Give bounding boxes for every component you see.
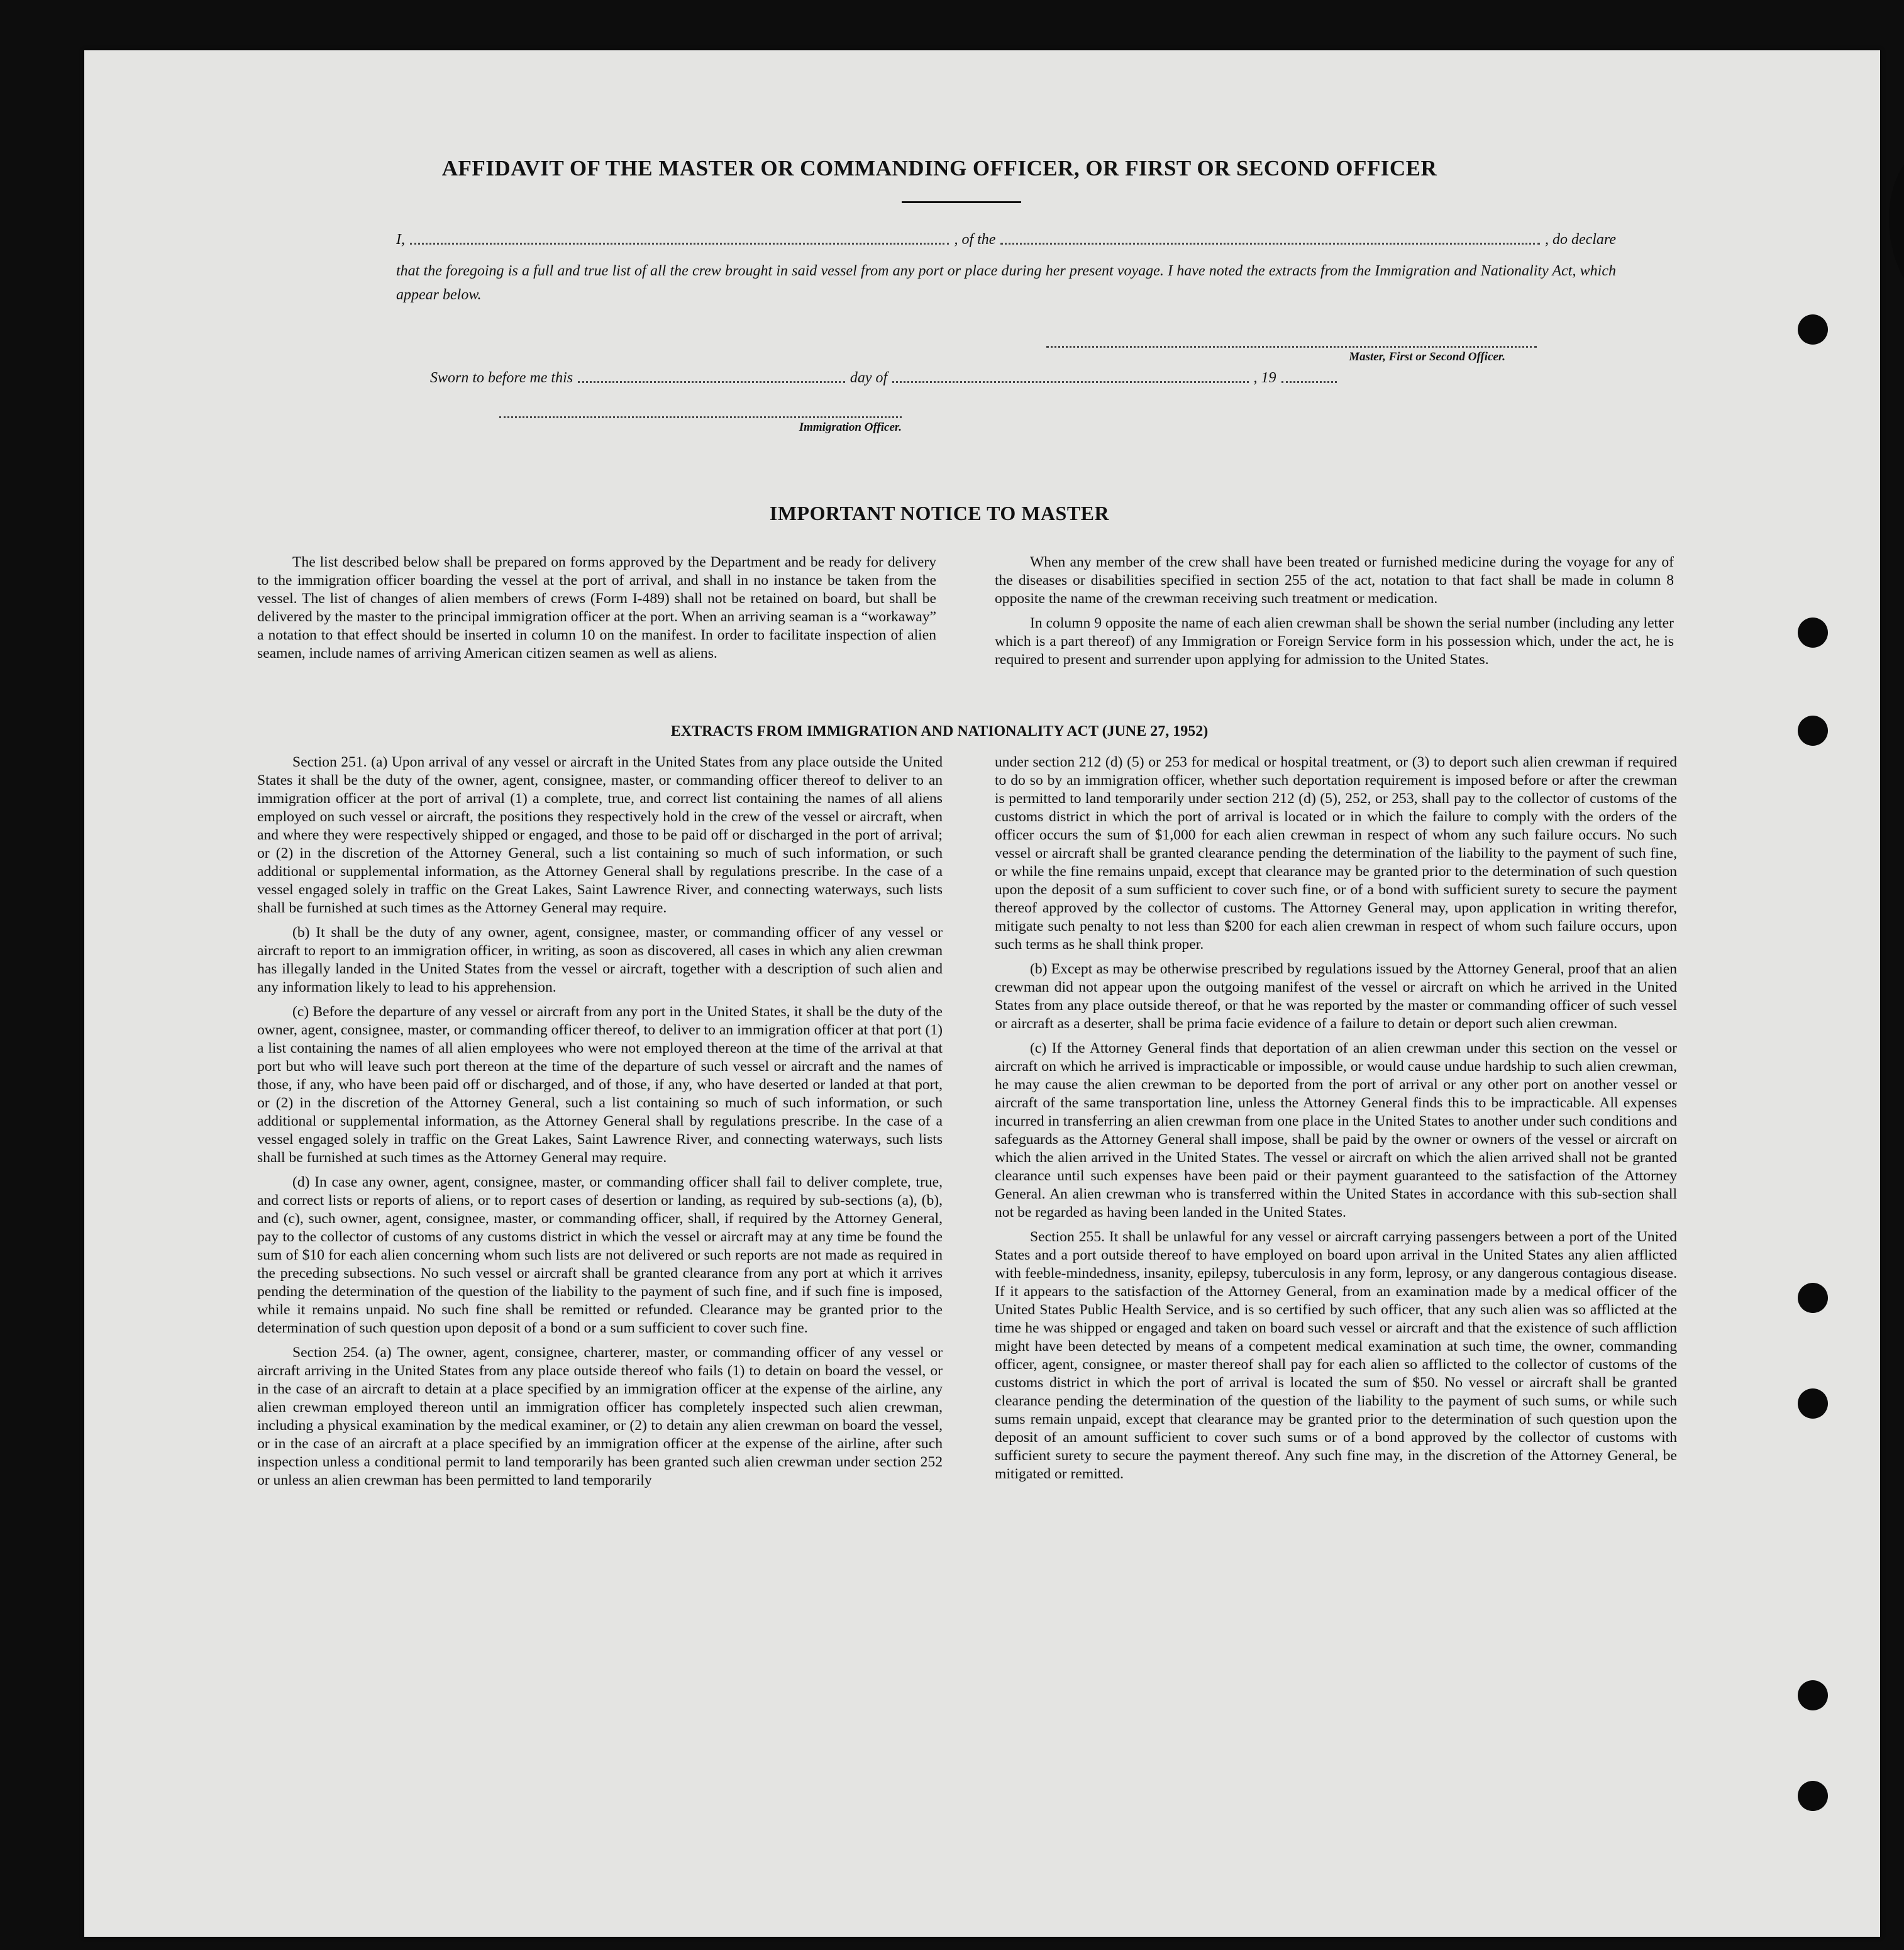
section-254a-continued: under section 212 (d) (5) or 253 for medical or hospital treatment, or (3) to deport such alien crewman if required to do so by an immigration officer, whether such deportation requirement is imposed before or after the crewman is permitted to land temporarily under section 212 (d) (5), 252, or 253, shall pay to the collector of customs of the customs district in which the port of arrival is located or in which the failure to comply with the orders of the officer occurs the sum of $1,000 for each alien crewman in respect of whom any such failure occurs. No such vessel or aircraft shall be granted clearance pending the determination of the liability to the payment of such fine, or while the fine remains unpaid, except that clearance may be granted prior to the determination of such question upon the deposit of a sum sufficient to cover such fine, or of a bond with sufficient surety to secure the payment thereof approved by the collector of customs. The Attorney General may, upon application in writing therefor, mitigate such penalty to not less than $200 for each alien crewman in respect of whom such failure occurs, upon such terms as he shall think proper.	[995, 754, 1677, 953]
binder-hole-icon	[1798, 1781, 1828, 1811]
of-the-label: , of the	[954, 231, 996, 248]
section-254a: Section 254. (a) The owner, agent, consignee, charterer, master, or commanding officer of any vessel or aircraft arriving in the United States from any place outside thereof who fails (1) to detain on board the vessel, or in the case of an aircraft to detain at a place specified by an immigration officer at the expense of the airline, any alien crewman employed thereon until an immigration officer has completely inspected such alien crewman, including a physical examination by the medical examiner, or (2) to detain any alien crewman on board the vessel, or in the case of an aircraft at a place specified by an immigration officer at the expense of the airline, after such inspection unless a conditional permit to land temporarily has been granted such alien crewman under section 252 or unless an alien crewman has been permitted to land temporarily	[257, 1344, 943, 1488]
notice-paragraph: The list described below shall be prepared on forms approved by the Department and be ready for delivery to the immigration officer boarding the vessel at the port of arrival, and shall in no instance be taken from the vessel. The list of changes of alien members of crews (Form I-489) shall not be retained on board, but shall be delivered by the master to the principal immigration officer at the port. When an arriving seaman is a “workaway” a notation to that effect should be inserted in column 10 on the manifest. In order to facilitate inspection of alien seamen, include names of arriving American citizen seamen as well as aliens.	[257, 554, 936, 662]
section-251c: (c) Before the departure of any vessel or aircraft from any port in the United States, it shall be the duty of the owner, agent, consignee, master, or commanding officer thereof, to deliver to an immigration officer at that port (1) a list containing the names of all alien employees who were not employed thereon at the time of the arrival at that port but who will leave such port thereon at the time of the departure of such vessel or aircraft and the names of those, if any, who have been paid off or discharged, and of those, if any, who have deserted or landed at that port, or (2) in the discretion of the Attorney General, such a list containing so much of such information, or such additional or supplemental information, as the Attorney General shall by regulations prescribe. In the case of a vessel engaged solely in traffic on the Great Lakes, Saint Lawrence River, and connecting waterways, such lists shall be furnished at such times as the Attorney General may require.	[257, 1004, 943, 1166]
notice-paragraph: In column 9 opposite the name of each alien crewman shall be shown the serial number (including any letter which is a part thereof) of any Immigration or Foreign Service form in his possession which, under the act, he is required to present and surrender upon applying for admission to the United States.	[995, 615, 1674, 668]
master-signature-block	[1046, 346, 1537, 364]
torn-corner-mark	[1889, 145, 1904, 308]
declaration-statement: that the foregoing is a full and true list of all the crew brought in said vessel from any port or place during her present voyage. I have noted the extracts from the Immigration and Nationality Act, which appear below.	[396, 263, 1616, 303]
sworn-day-field[interactable]	[578, 381, 845, 383]
binder-hole-icon	[1798, 618, 1828, 648]
immigration-officer-block	[499, 416, 902, 435]
year-label: , 19	[1253, 370, 1276, 386]
binder-hole-icon	[1798, 314, 1828, 345]
sworn-year-field[interactable]	[1281, 381, 1337, 383]
binder-hole-icon	[1798, 1680, 1828, 1710]
declarant-label: I,	[396, 231, 405, 248]
immigration-officer-signature-line[interactable]: Immigration Officer.	[499, 416, 902, 435]
do-declare-label: , do declare	[1544, 231, 1617, 248]
notice-paragraph: When any member of the crew shall have been treated or furnished medicine during the voyage for any of the diseases or disabilities specified in section 255 of the act, notation to that fact shall be made in column 8 opposite the name of the crewman receiving such treatment or medication.	[995, 554, 1674, 607]
notice-left-column	[257, 553, 936, 669]
document-page	[84, 50, 1880, 1937]
section-254b: (b) Except as may be otherwise prescribed by regulations issued by the Attorney General, proof that an alien crewman did not appear upon the outgoing manifest of the vessel or aircraft on which he arrived in the United States from any place outside thereof, or that he was reported by the master or commanding officer of such vessel or aircraft as a deserter, shall be prima facie evidence of a failure to detain or deport such alien crewman.	[995, 961, 1677, 1032]
section-251a: Section 251. (a) Upon arrival of any vessel or aircraft in the United States from any place outside the United States it shall be the duty of the owner, agent, consignee, master, or commanding officer thereof to deliver to an immigration officer at the port of arrival (1) a complete, true, and correct list containing the names of all aliens employed on such vessel or aircraft, the positions they respectively hold in the crew of the vessel or aircraft, when and where they were respectively shipped or engaged, and those to be paid off or discharged in the port of arrival; or (2) in the discretion of the Attorney General, such a list containing so much of such information, or such additional or supplemental information, as the Attorney General shall by regulations prescribe. In the case of a vessel engaged solely in traffic on the Great Lakes, Saint Lawrence River, and connecting waterways, such lists shall be furnished at such times as the Attorney General may require.	[257, 754, 943, 916]
vessel-name-field[interactable]	[1000, 243, 1539, 245]
section-251b: (b) It shall be the duty of any owner, agent, consignee, master, or commanding officer of any vessel or aircraft to report to an immigration officer, in writing, as soon as discovered, all cases in which any alien crewman has illegally landed in the United States from the vessel or aircraft, together with a description of such alien and any information likely to lead to his apprehension.	[257, 924, 943, 995]
notice-title: IMPORTANT NOTICE TO MASTER	[769, 502, 1110, 524]
extracts-title: EXTRACTS FROM IMMIGRATION AND NATIONALITY ACT (JUNE 27, 1952)	[670, 723, 1209, 740]
binder-hole-icon	[1798, 1283, 1828, 1313]
extracts-left-column	[257, 753, 943, 1496]
sworn-line	[430, 370, 1342, 387]
section-251d: (d) In case any owner, agent, consignee, master, or commanding officer shall fail to deliver complete, true, and correct lists or reports of aliens, or to report cases of desertion or landing, as required by sub-sections (a), (b), and (c), such owner, agent, consignee, master, or commanding officer, shall, if required by the Attorney General, pay to the collector of customs of any customs district in which the vessel or aircraft may at any time be found the sum of $10 for each alien concerning whom such lists are not delivered or such reports are not made as required in the preceding subsections. No such vessel or aircraft shall be granted clearance from any port at which it arrives pending the determination of the question of the liability to the payment of such fine, and if such fine is imposed, while it remains unpaid. No such fine shall be remitted or refunded. Clearance may be granted prior to the determination of such question upon deposit of a bond or a sum sufficient to cover such fine.	[257, 1174, 943, 1336]
binder-hole-icon	[1798, 1388, 1828, 1419]
extracts-right-column	[995, 753, 1677, 1490]
title-underline	[902, 201, 1021, 203]
notice-right-column	[995, 553, 1674, 675]
section-254c: (c) If the Attorney General finds that deportation of an alien crewman under this section on the vessel or aircraft on which he arrived is impracticable or impossible, or would cause undue hardship to such alien crewman, he may cause the alien crewman to be deported from the port of arrival or any other port on another vessel or aircraft of the same transportation line, unless the Attorney General finds this to be impracticable. All expenses incurred in transferring an alien crewman from one place in the United States to another under such conditions and safeguards as the Attorney General shall impose, shall be paid by the owner or owners of the vessel or aircraft on which the alien arrived in the United States. The vessel or aircraft on which the alien arrived shall not be granted clearance until such expenses have been paid or their payment guaranteed to the satisfaction of the Attorney General. An alien crewman who is transferred within the United States in accordance with this sub-section shall not be regarded as having been landed in the United States.	[995, 1040, 1677, 1221]
sworn-month-field[interactable]	[892, 381, 1248, 383]
sworn-label: Sworn to before me this	[430, 370, 573, 386]
section-255: Section 255. It shall be unlawful for any vessel or aircraft carrying passengers between a port of the United States and a port outside thereof to have employed on board upon arrival in the United States any alien afflicted with feeble-mindedness, insanity, epilepsy, tuberculosis in any form, leprosy, or any dangerous contagious disease. If it appears to the satisfaction of the Attorney General, from an examination made by a medical officer of the United States Public Health Service, and is so certified by such officer, that any such alien was so afflicted at the time he was shipped or engaged and taken on board such vessel or aircraft and that the existence of such affliction might have been detected by means of a competent medical examination at such time, the owner, commanding officer, agent, consignee, or master thereof shall pay for each alien so afflicted to the collector of customs of the customs district in which the port of arrival is located the sum of $50. No vessel or aircraft shall be granted clearance pending the determination of the question of the liability to the payment of such sums, or while such sums remain unpaid, except that clearance may be granted prior to the determination of such question upon the deposit of an amount sufficient to cover such sums or of a bond approved by the collector of customs with sufficient surety to secure the payment thereof. Any such fine may, in the discretion of the Attorney General, be mitigated or remitted.	[995, 1229, 1677, 1482]
master-signature-line[interactable]: Master, First or Second Officer.	[1046, 346, 1537, 364]
affidavit-title: AFFIDAVIT OF THE MASTER OR COMMANDING OFFICER, OR FIRST OR SECOND OFFICER	[441, 156, 1437, 180]
day-of-label: day of	[850, 370, 888, 386]
declaration-line	[396, 231, 1616, 248]
declarant-name-field[interactable]	[410, 243, 949, 245]
binder-hole-icon	[1798, 716, 1828, 746]
